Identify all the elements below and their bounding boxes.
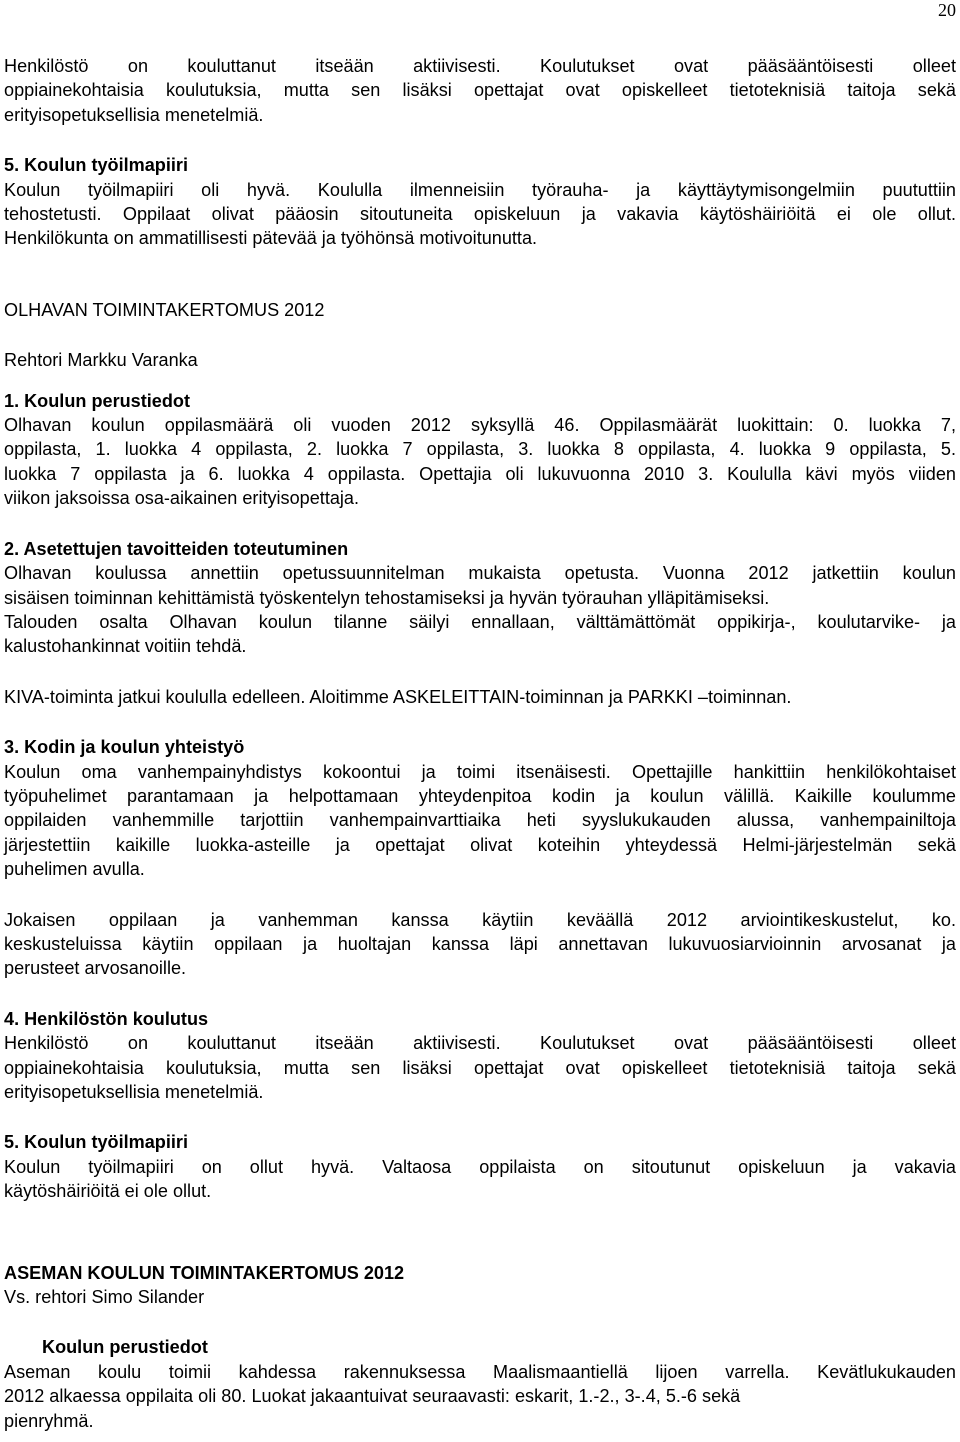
paragraph-line: käytöshäiriöitä ei ole ollut.: [4, 1181, 212, 1202]
paragraph-line: Jokaisen oppilaan ja vanhemman kanssa käytiin keväällä 2012 arviointikeskustelut, ko.: [4, 909, 956, 930]
principal-name: Vs. rehtori Simo Silander: [4, 1287, 205, 1308]
section-heading: 5. Koulun työilmapiiri: [4, 1132, 188, 1153]
paragraph-line: työpuhelimet parantamaan ja helpottamaan yhteydenpitoa kodin ja koulun välillä. Kaikille koulumme: [4, 785, 956, 806]
paragraph-line: Henkilöstö on kouluttanut itseään aktiivisesti. Koulutukset ovat pääsääntöisesti olleet: [4, 1033, 956, 1054]
document-body: [4, 54, 956, 1433]
kiva-paragraph: KIVA-toiminta jatkui koululla edelleen. Aloitimme ASKELEITTAIN-toiminnan ja PARKKI –toiminnan.: [4, 686, 792, 707]
section-heading: 4. Henkilöstön koulutus: [4, 1008, 209, 1029]
paragraph-line: perusteet arvosanoille.: [4, 958, 187, 979]
paragraph-line: oppilasta, 1. luokka 4 oppilasta, 2. luokka 7 oppilasta, 3. luokka 8 oppilasta, 4. luokka 9 oppilasta, 5.: [4, 439, 956, 460]
goals-paragraph: [4, 561, 956, 659]
paragraph-line: järjestettiin kaikille luokka-asteille ja opettajat olivat koteihin yhteydessä Helmi-järjestelmän sekä: [4, 834, 956, 855]
paragraph-line: keskusteluissa käytiin oppilaan ja huoltajan kanssa läpi annettavan lukuvuosiarvioinnin arvosanat ja: [4, 933, 956, 954]
paragraph-line: pienryhmä.: [4, 1410, 94, 1431]
paragraph-line: tehostetusti. Oppilaat olivat pääosin sitoutuneita opiskeluun ja vakavia käytöshäiriöitä ei ole ollut.: [4, 204, 956, 225]
paragraph-line: Olhavan koulun oppilasmäärä oli vuoden 2012 syksyllä 46. Oppilasmäärät luokittain: 0. luokka 7,: [4, 415, 956, 436]
paragraph-line: sisäisen toiminnan kehittämistä työskentelyn tehostamiseksi ja hyvän työrauhan ylläpitämiseksi.: [4, 587, 770, 608]
asema-basics-paragraph: [4, 1360, 956, 1433]
paragraph-line: Koulun työilmapiiri on ollut hyvä. Valtaosa oppilaista on sitoutunut opiskeluun ja vakavia: [4, 1156, 956, 1177]
climate-paragraph: [4, 178, 956, 251]
section-heading: Koulun perustiedot: [42, 1337, 208, 1358]
section-heading: 1. Koulun perustiedot: [4, 390, 190, 411]
report-title: OLHAVAN TOIMINTAKERTOMUS 2012: [4, 299, 325, 320]
paragraph-line: 2012 alkaessa oppilaita oli 80. Luokat jakaantuivat seuraavasti: eskarit, 1.-2., 3-.4, 5.-6 sekä: [4, 1386, 741, 1407]
evaluation-paragraph: [4, 908, 956, 981]
climate-paragraph-olhava: [4, 1155, 956, 1204]
paragraph-line: erityisopetuksellisia menetelmiä.: [4, 104, 264, 125]
paragraph-line: Olhavan koulussa annettiin opetussuunnitelman mukaista opetusta. Vuonna 2012 jatkettiin koulun: [4, 563, 956, 584]
report-title: ASEMAN KOULUN TOIMINTAKERTOMUS 2012: [4, 1262, 405, 1283]
training-paragraph: [4, 1031, 956, 1104]
paragraph-line: kalustohankinnat voitiin tehdä.: [4, 636, 247, 657]
paragraph-line: Henkilöstö on kouluttanut itseään aktiivisesti. Koulutukset ovat pääsääntöisesti olleet: [4, 56, 956, 76]
section-heading: 2. Asetettujen tavoitteiden toteutuminen: [4, 538, 349, 559]
paragraph-line: Koulun työilmapiiri oli hyvä. Koululla ilmenneisiin työrauha- ja käyttäytymisongelmiin puututtiin: [4, 179, 956, 200]
home-paragraph: [4, 760, 956, 882]
section-heading: 5. Koulun työilmapiiri: [4, 155, 188, 176]
basics-paragraph: [4, 413, 956, 511]
paragraph-line: Aseman koulu toimii kahdessa rakennuksessa Maalismaantiellä lijoen varrella. Kevätlukukauden: [4, 1361, 956, 1382]
paragraph-line: oppiainekohtaisia koulutuksia, mutta sen lisäksi opettajat ovat opiskelleet tietoteknisiä taitoja sekä: [4, 1057, 956, 1078]
paragraph-line: viikon jaksoissa osa-aikainen erityisopettaja.: [4, 488, 360, 509]
paragraph-line: puhelimen avulla.: [4, 859, 145, 880]
principal-name: Rehtori Markku Varanka: [4, 350, 198, 371]
section-heading: 3. Kodin ja koulun yhteistyö: [4, 737, 245, 758]
paragraph-line: Koulun oma vanhempainyhdistys kokoontui ja toimi itsenäisesti. Opettajille hankittiin henkilökohtaiset: [4, 761, 956, 782]
paragraph-line: Talouden osalta Olhavan koulun tilanne säilyi ennallaan, välttämättömät oppikirja-, koulutarvike- ja: [4, 611, 956, 632]
paragraph-line: Henkilökunta on ammatillisesti pätevää ja työhönsä motivoitunutta.: [4, 228, 538, 249]
page-number: 20: [938, 0, 956, 20]
paragraph-line: oppilaiden vanhemmille tarjottiin vanhempainvarttiaika heti syyslukukauden alussa, vanhempainiltoja: [4, 810, 956, 831]
paragraph-line: oppiainekohtaisia koulutuksia, mutta sen lisäksi opettajat ovat opiskelleet tietoteknisiä taitoja sekä: [4, 80, 956, 101]
paragraph-line: luokka 7 oppilasta ja 6. luokka 4 oppilasta. Opettajia oli lukuvuonna 2010 3. Koululla kävi myös viiden: [4, 463, 956, 484]
paragraph-line: erityisopetuksellisia menetelmiä.: [4, 1082, 264, 1102]
intro-paragraph: [4, 54, 956, 127]
